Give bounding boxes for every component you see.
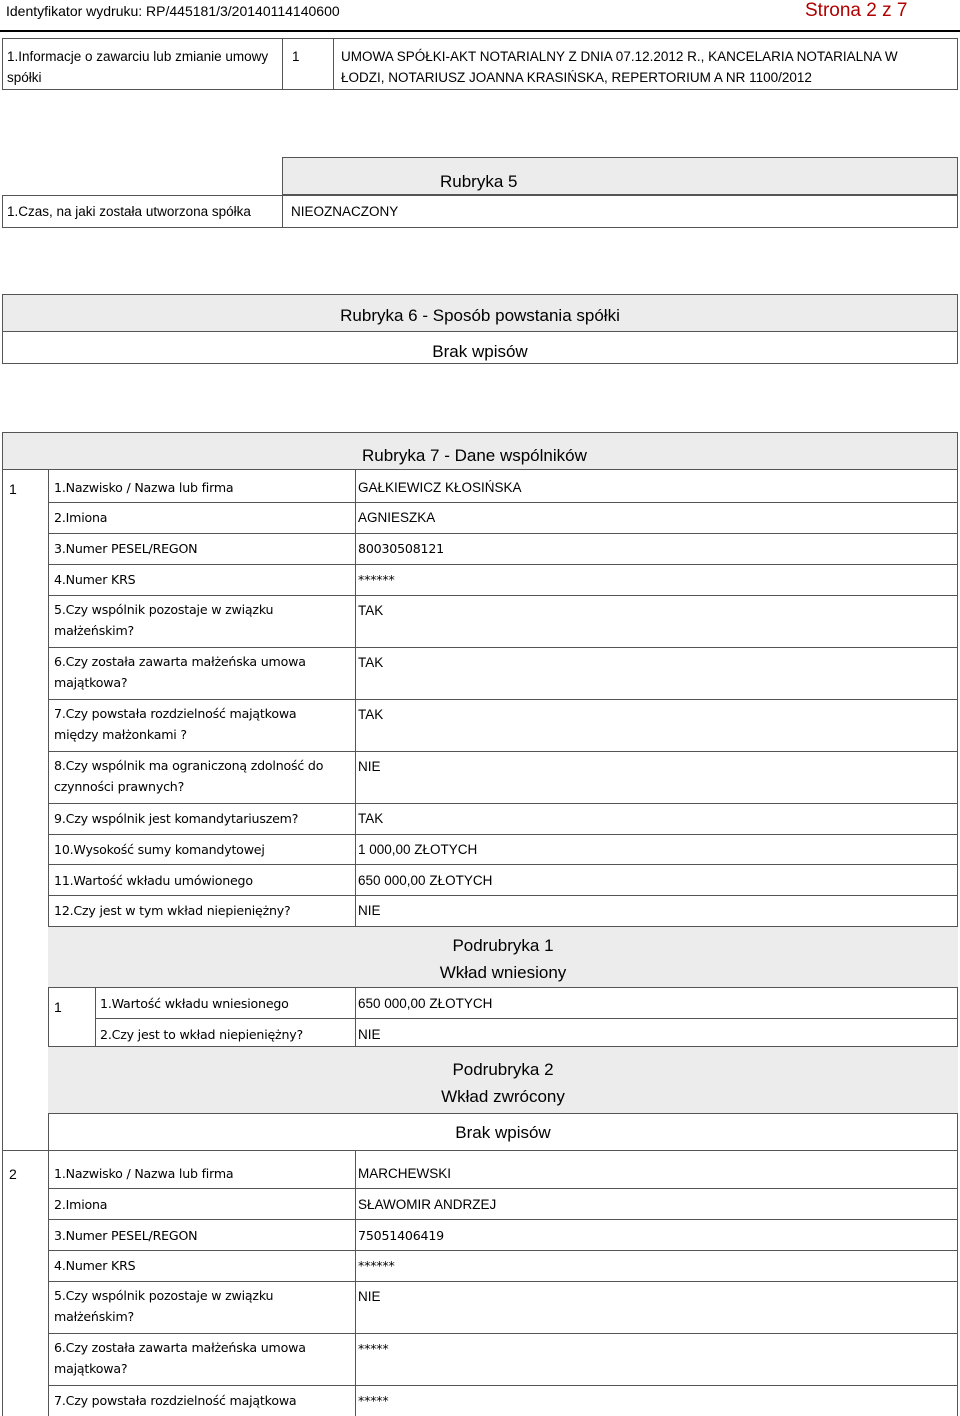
- p1-agreed-contribution-label: 11.Wartość wkładu umówionego: [54, 873, 253, 888]
- print-identifier: Identyfikator wydruku: RP/445181/3/20140114140600: [6, 3, 340, 19]
- p1-limited-partner-label: 9.Czy wspólnik jest komandytariuszem?: [54, 811, 299, 826]
- contribution-nonmonetary-value: NIE: [358, 1027, 381, 1042]
- agreement-info-value-line1: UMOWA SPÓŁKI-AKT NOTARIALNY Z DNIA 07.12.2012 R., KANCELARIA NOTARIALNA W: [341, 49, 898, 64]
- p2-separation-value: *****: [358, 1393, 389, 1408]
- divider: [282, 38, 283, 90]
- row-line: [48, 564, 958, 565]
- p2-surname-value: MARCHEWSKI: [358, 1166, 452, 1181]
- rubryka5-header: [282, 157, 958, 195]
- row-line: [48, 1385, 958, 1386]
- page-number: Strona 2 z 7: [805, 0, 908, 21]
- p2-names-label: 2.Imiona: [54, 1197, 108, 1212]
- subrubryka1-subtitle: Wkład wniesiony: [439, 963, 567, 982]
- row-line: [48, 502, 958, 503]
- rubryka5-label: 1.Czas, na jaki została utworzona spółka: [7, 204, 251, 219]
- contribution-num: 1: [54, 999, 62, 1015]
- p1-pesel-value: 80030508121: [358, 541, 444, 556]
- partner-separator: [2, 1150, 958, 1151]
- divider: [355, 988, 356, 1046]
- agreement-info-num: 1: [292, 49, 300, 64]
- p2-separation-label: 7.Czy powstała rozdzielność majątkowa: [54, 1393, 297, 1408]
- divider: [282, 195, 283, 228]
- p2-pesel-value: 75051406419: [358, 1228, 444, 1243]
- p1-contract-label: 6.Czy została zawarta małżeńska umowa majątkowa?: [54, 654, 306, 690]
- rubryka6-title: Rubryka 6 - Sposób powstania spółki: [340, 306, 620, 325]
- subrubryka2-subtitle: Wkład zwrócony: [441, 1087, 565, 1106]
- row-line: [48, 1250, 958, 1251]
- p1-commandite-sum-label: 10.Wysokość sumy komandytowej: [54, 842, 265, 857]
- p2-contract-label: 6.Czy została zawarta małżeńska umowa majątkowa?: [54, 1340, 306, 1376]
- p1-contract-value: TAK: [358, 655, 384, 670]
- subrubryka1-title: Podrubryka 1: [452, 936, 554, 955]
- rubryka7-title: Rubryka 7 - Dane wspólników: [362, 446, 587, 465]
- divider: [355, 470, 356, 926]
- contribution-nonmonetary-label: 2.Czy jest to wkład niepieniężny?: [100, 1027, 303, 1042]
- p1-surname-value: GAŁKIEWICZ KŁOSIŃSKA: [358, 480, 522, 495]
- p1-separation-value: TAK: [358, 707, 384, 722]
- p1-separation-label: 7.Czy powstała rozdzielność majątkowa między małżonkami ?: [54, 706, 297, 742]
- row-line: [48, 895, 958, 896]
- agreement-info-label: 1.Informacje o zawarciu lub zmianie umowy spółki: [7, 49, 269, 85]
- p2-names-value: SŁAWOMIR ANDRZEJ: [358, 1197, 497, 1212]
- p1-commandite-sum-value: 1 000,00 ZŁOTYCH: [358, 842, 478, 857]
- p1-pesel-label: 3.Numer PESEL/REGON: [54, 541, 198, 556]
- row-line: [48, 647, 958, 648]
- p1-marriage-value: TAK: [358, 603, 384, 618]
- row-line: [48, 1281, 958, 1282]
- p1-nonmonetary-value: NIE: [358, 903, 381, 918]
- p1-krs-value: ******: [358, 572, 395, 587]
- p2-marriage-label: 5.Czy wspólnik pozostaje w związku małżeńskim?: [54, 1288, 274, 1324]
- p1-capacity-label: 8.Czy wspólnik ma ograniczoną zdolność do czynności prawnych?: [54, 758, 324, 794]
- row-line: [48, 864, 958, 865]
- p1-limited-partner-value: TAK: [358, 811, 384, 826]
- p1-names-value: AGNIESZKA: [358, 510, 436, 525]
- p2-krs-label: 4.Numer KRS: [54, 1258, 136, 1273]
- row-line: [48, 834, 958, 835]
- p2-contract-value: *****: [358, 1341, 389, 1356]
- rubryka5-value: NIEOZNACZONY: [291, 204, 399, 219]
- divider: [355, 1150, 356, 1416]
- p1-surname-label: 1.Nazwisko / Nazwa lub firma: [54, 480, 234, 495]
- p1-marriage-label: 5.Czy wspólnik pozostaje w związku małżeńskim?: [54, 602, 274, 638]
- partner1-num: 1: [9, 481, 17, 497]
- rubryka6-empty: Brak wpisów: [432, 342, 528, 361]
- agreement-info-value-line2: ŁODZI, NOTARIUSZ JOANNA KRASIŃSKA, REPERTORIUM A NR 1100/2012: [341, 70, 812, 85]
- p2-pesel-label: 3.Numer PESEL/REGON: [54, 1228, 198, 1243]
- p1-krs-label: 4.Numer KRS: [54, 572, 136, 587]
- subrubryka2-empty: Brak wpisów: [455, 1123, 551, 1142]
- header-rule: [0, 30, 960, 32]
- divider: [333, 38, 334, 90]
- row-line: [48, 533, 958, 534]
- p1-names-label: 2.Imiona: [54, 510, 108, 525]
- contribution-value-label: 1.Wartość wkładu wniesionego: [100, 996, 289, 1011]
- subrubryka2-title: Podrubryka 2: [452, 1060, 554, 1079]
- row-line: [95, 1018, 958, 1019]
- p2-surname-label: 1.Nazwisko / Nazwa lub firma: [54, 1166, 234, 1181]
- p1-agreed-contribution-value: 650 000,00 ZŁOTYCH: [358, 873, 493, 888]
- divider: [48, 1150, 49, 1416]
- p1-nonmonetary-label: 12.Czy jest w tym wkład niepieniężny?: [54, 903, 291, 918]
- p2-marriage-value: NIE: [358, 1289, 381, 1304]
- row-line: [48, 1219, 958, 1220]
- row-line: [48, 699, 958, 700]
- row-line: [48, 751, 958, 752]
- p1-capacity-value: NIE: [358, 759, 381, 774]
- contribution-value: 650 000,00 ZŁOTYCH: [358, 996, 493, 1011]
- row-line: [48, 595, 958, 596]
- row-line: [48, 1188, 958, 1189]
- rubryka5-title: Rubryka 5: [440, 172, 518, 191]
- partner2-num: 2: [9, 1166, 17, 1182]
- p2-krs-value: ******: [358, 1258, 395, 1273]
- row-line: [48, 1333, 958, 1334]
- row-line: [48, 803, 958, 804]
- divider: [95, 988, 96, 1046]
